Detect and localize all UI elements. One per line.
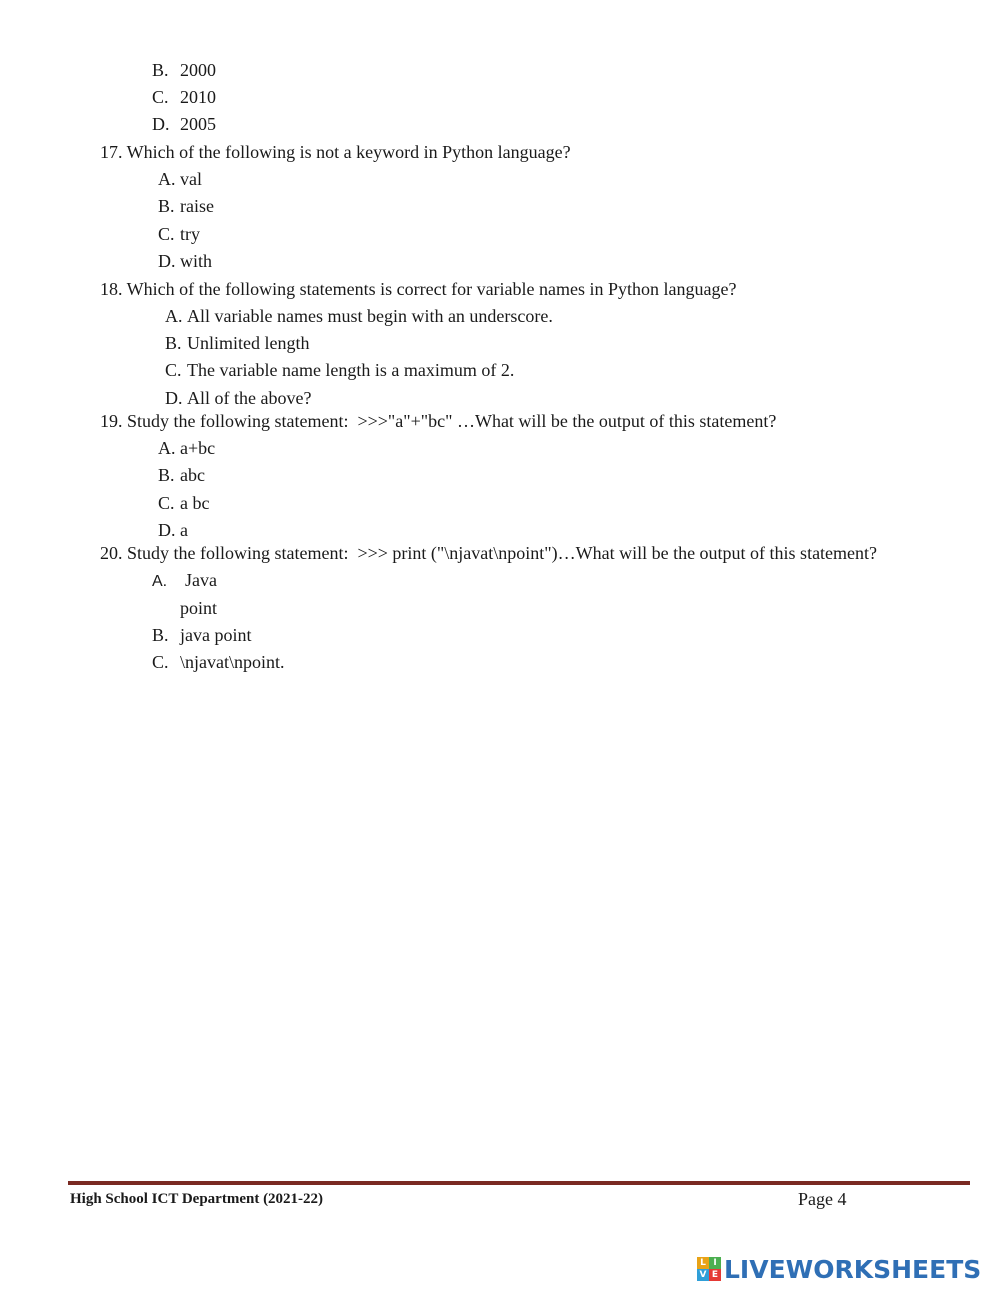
question-20: 20. Study the following statement: >>> print ("\njavat\npoint")…What will be the output of this statement? bbox=[100, 543, 878, 563]
option-18-c: C. The variable name length is a maximum of 2. bbox=[165, 360, 515, 380]
option-20-a: A. Java bbox=[152, 570, 217, 590]
footer-page-number: Page 4 bbox=[798, 1189, 847, 1209]
option-17-a: A. val bbox=[158, 169, 202, 189]
option-17-b: B. raise bbox=[158, 196, 214, 216]
live-grid-icon bbox=[697, 1257, 721, 1281]
question-17: 17. Which of the following is not a keyword in Python language? bbox=[100, 142, 571, 162]
option-20-a-line2: point bbox=[180, 598, 218, 618]
logo-letter-e: E bbox=[709, 1269, 721, 1281]
question-18: 18. Which of the following statements is correct for variable names in Python language? bbox=[100, 279, 737, 299]
option-17-d: D. with bbox=[158, 251, 213, 271]
liveworksheets-logo[interactable] bbox=[697, 1254, 981, 1284]
option-19-c: C. a bc bbox=[158, 493, 210, 513]
option-19-b: B. abc bbox=[158, 465, 205, 485]
option-16-c: C. 2010 bbox=[152, 87, 216, 107]
option-18-d: D. All of the above? bbox=[165, 388, 312, 408]
option-17-c: C. try bbox=[158, 224, 200, 244]
option-16-d: D. 2005 bbox=[152, 114, 216, 134]
logo-letter-i: I bbox=[709, 1257, 721, 1269]
logo-letter-v: V bbox=[697, 1269, 709, 1281]
option-19-a: A. a+bc bbox=[158, 438, 216, 458]
option-16-b: B. 2000 bbox=[152, 60, 216, 80]
logo-wordmark: LIVEWORKSHEETS bbox=[724, 1254, 982, 1284]
option-18-a: A. All variable names must begin with an underscore. bbox=[165, 306, 553, 326]
option-20-b: B. java point bbox=[152, 625, 252, 645]
footer-department: High School ICT Department (2021-22) bbox=[70, 1191, 324, 1207]
logo-letter-l: L bbox=[697, 1257, 709, 1269]
option-19-d: D. a bbox=[158, 520, 188, 540]
option-18-b: B. Unlimited length bbox=[165, 333, 310, 353]
question-19: 19. Study the following statement: >>>"a"+"bc" …What will be the output of this statement? bbox=[100, 411, 777, 431]
footer-rule bbox=[68, 1181, 970, 1185]
option-20-c: C. \njavat\npoint. bbox=[152, 652, 285, 672]
